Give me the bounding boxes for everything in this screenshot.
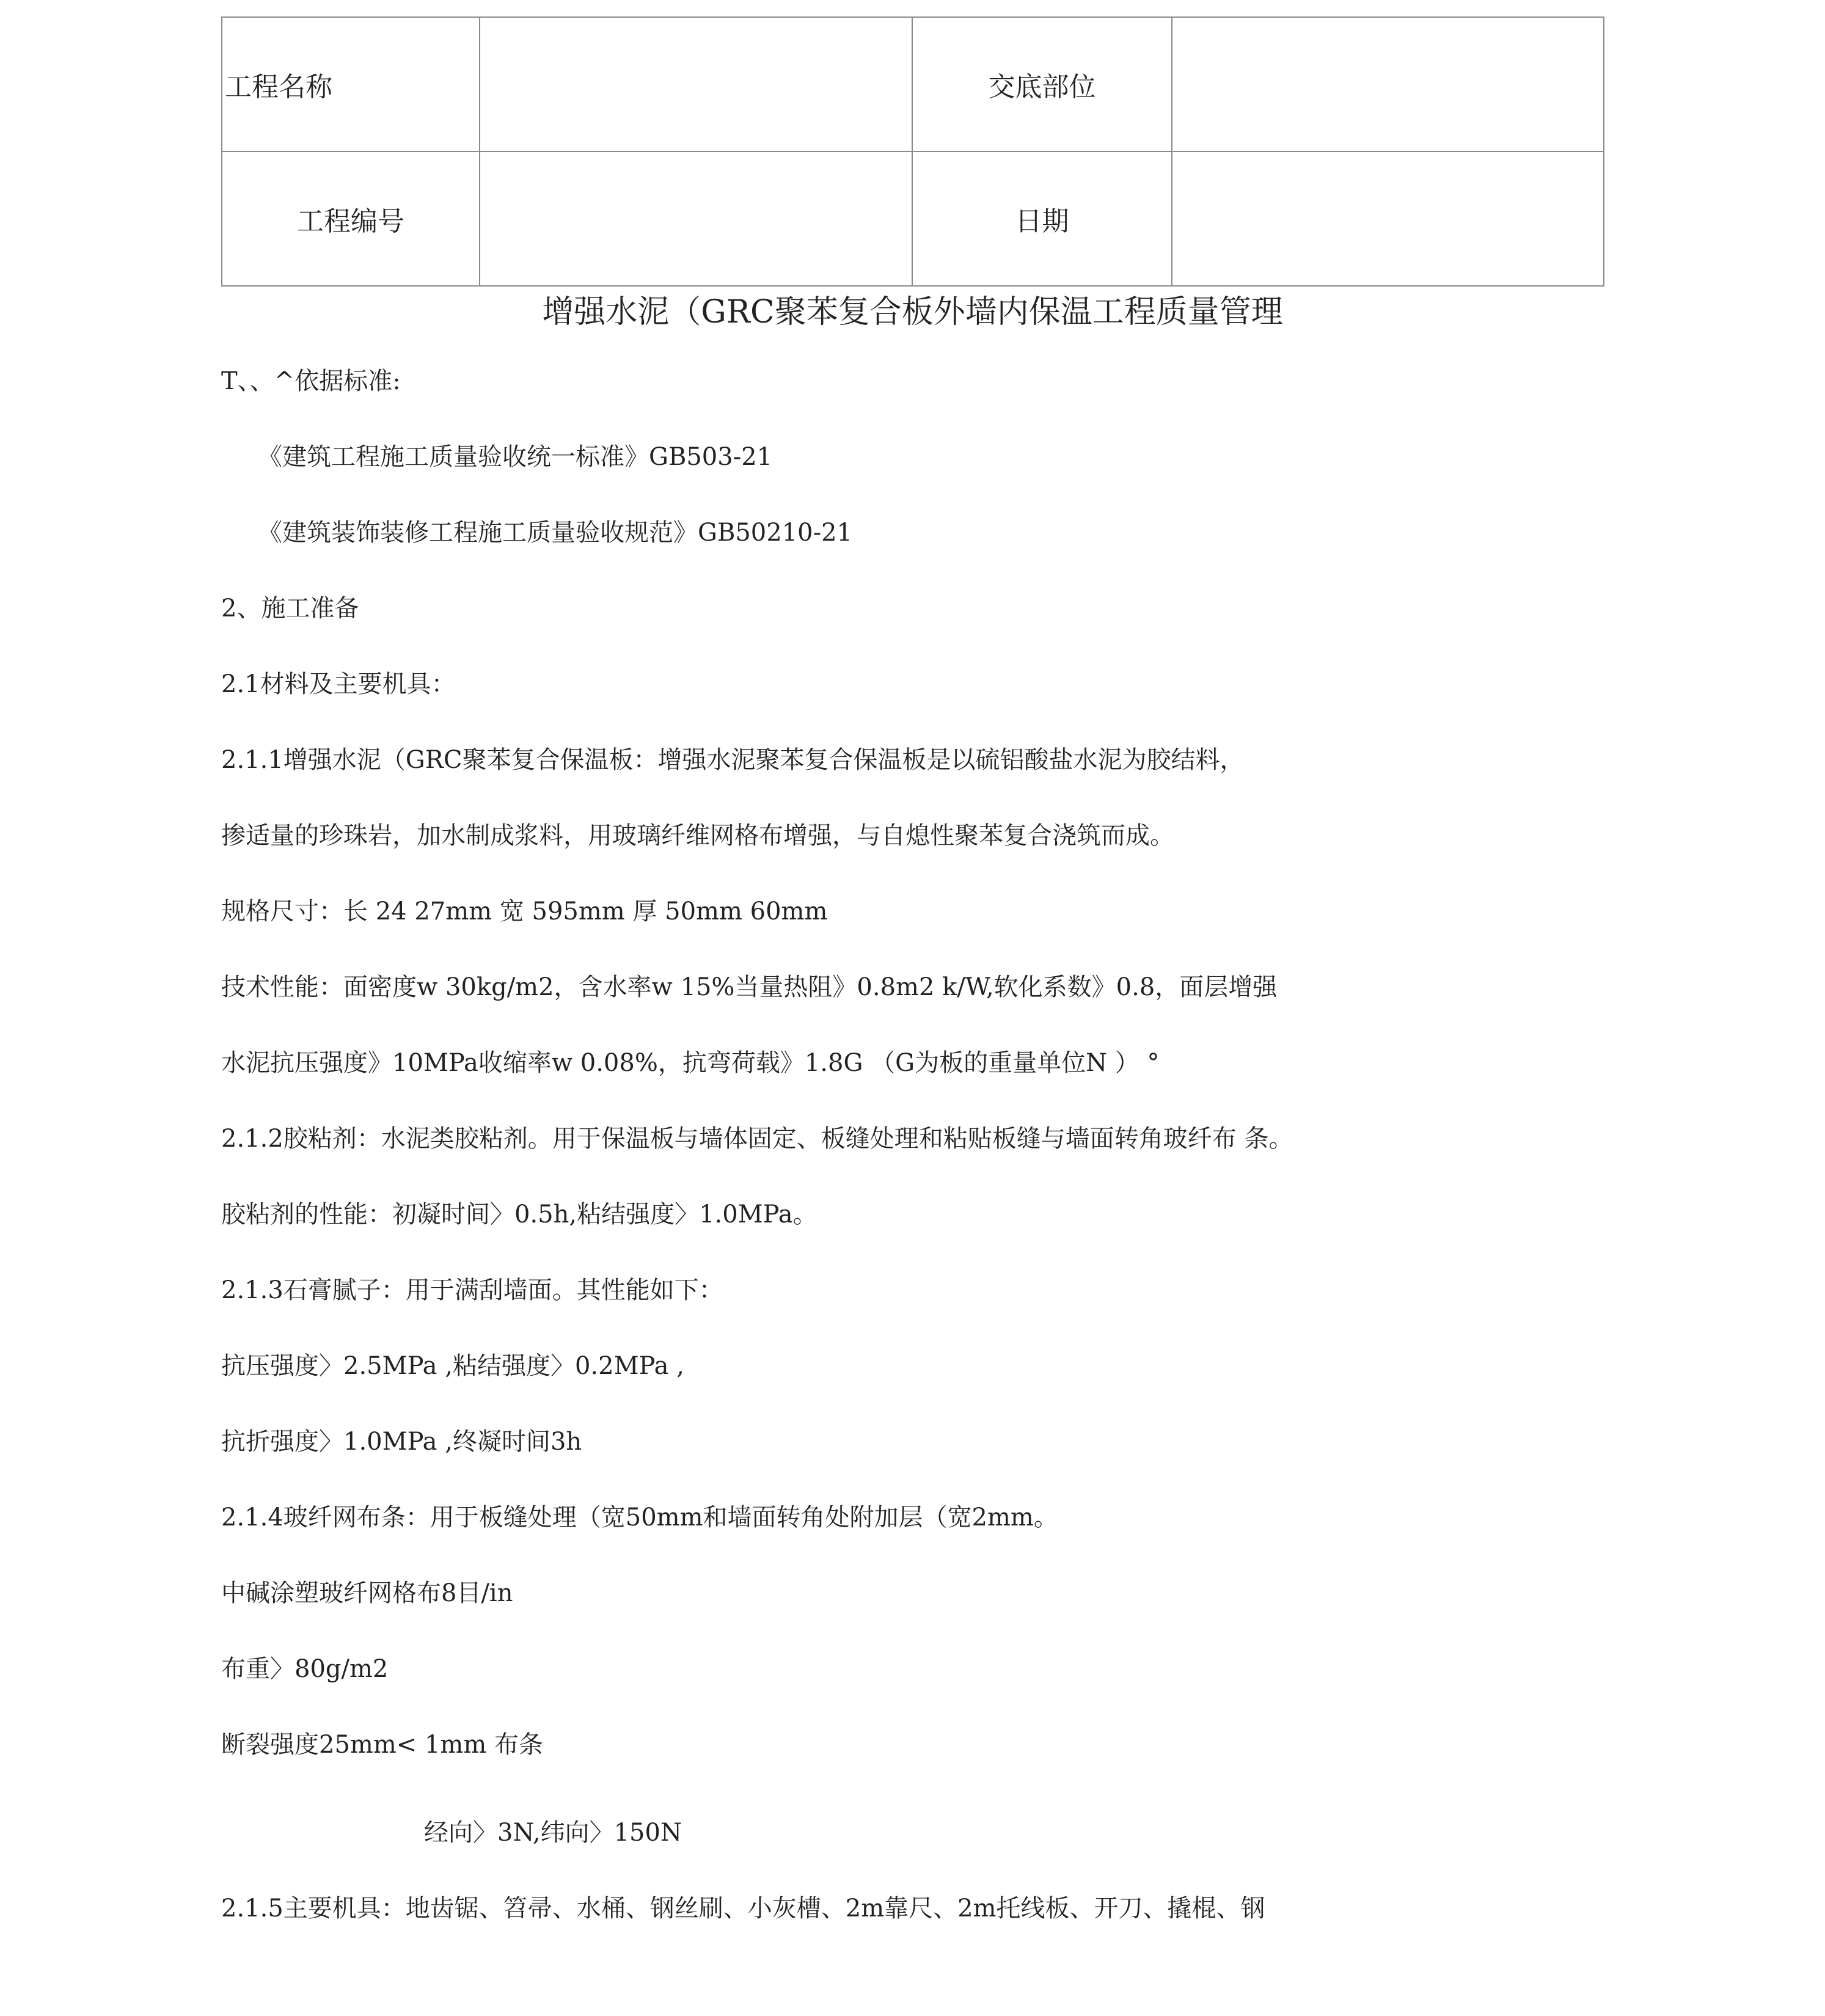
project-number-value[interactable] bbox=[480, 152, 912, 286]
table-row bbox=[222, 17, 1604, 152]
paragraph-line: 水泥抗压强度》10MPa收缩率w 0.08%，抗弯荷载》1.8G （G为板的重量单位N ） ° bbox=[221, 1049, 1160, 1077]
section-heading-standards: T、、^依据标准: bbox=[221, 367, 401, 395]
position-value[interactable] bbox=[1172, 17, 1604, 152]
project-name-value[interactable] bbox=[480, 17, 912, 152]
paragraph-line: 经向〉3N,纬向〉150N bbox=[424, 1819, 682, 1847]
subsection-heading: 2.1材料及主要机具： bbox=[221, 670, 456, 698]
document-title: 增强水泥（GRC聚苯复合板外墙内保温工程质量管理 bbox=[542, 294, 1283, 331]
paragraph-line: 中碱涂塑玻纤网格布8目/in bbox=[221, 1579, 513, 1607]
section-heading-preparation: 2、施工准备 bbox=[221, 594, 359, 623]
standard-item: 《建筑装饰装修工程施工质量验收规范》GB50210-21 bbox=[258, 519, 853, 547]
paragraph-line: 规格尺寸：长 24 27mm 宽 595mm 厚 50mm 60mm bbox=[221, 897, 828, 926]
project-info-table bbox=[221, 16, 1604, 287]
paragraph-line: 掺适量的珍珠岩，加水制成浆料，用玻璃纤维网格布增强，与自熄性聚苯复合浇筑而成。 bbox=[221, 822, 1174, 850]
paragraph-line: 断裂强度25mm< 1mm 布条 bbox=[221, 1731, 544, 1759]
standard-item: 《建筑工程施工质量验收统一标准》GB503-21 bbox=[258, 443, 773, 471]
position-label: 交底部位 bbox=[912, 17, 1172, 152]
paragraph-line: 抗压强度〉2.5MPa ,粘结强度〉0.2MPa , bbox=[221, 1352, 684, 1380]
paragraph-line: 技术性能：面密度w 30kg/m2，含水率w 15%当量热阻》0.8m2 k/W,软化系数》0.8，面层增强 bbox=[221, 973, 1278, 1001]
paragraph-line: 2.1.2胶粘剂：水泥类胶粘剂。用于保温板与墙体固定、板缝处理和粘贴板缝与墙面转角玻纤布 条。 bbox=[221, 1125, 1293, 1153]
paragraph-line: 2.1.4玻纤网布条：用于板缝处理（宽50mm和墙面转角处附加层（宽2mm。 bbox=[221, 1503, 1058, 1532]
paragraph-line: 2.1.3石膏腻子：用于满刮墙面。其性能如下： bbox=[221, 1276, 723, 1304]
paragraph-line: 布重〉80g/m2 bbox=[221, 1655, 389, 1683]
paragraph-line: 胶粘剂的性能：初凝时间〉0.5h,粘结强度〉1.0MPa。 bbox=[221, 1200, 817, 1229]
paragraph-line: 2.1.5主要机具：地齿锯、笤帚、水桶、钢丝刷、小灰槽、2m靠尺、2m托线板、开刀、撬棍、钢 bbox=[221, 1894, 1265, 1923]
date-label: 日期 bbox=[912, 152, 1172, 286]
paragraph-line: 2.1.1增强水泥（GRC聚苯复合保温板：增强水泥聚苯复合保温板是以硫铝酸盐水泥为胶结料， bbox=[221, 746, 1245, 774]
project-name-label: 工程名称 bbox=[222, 17, 480, 152]
project-number-label: 工程编号 bbox=[222, 152, 480, 286]
date-value[interactable] bbox=[1172, 152, 1604, 286]
table-row bbox=[222, 152, 1604, 286]
paragraph-line: 抗折强度〉1.0MPa ,终凝时间3h bbox=[221, 1428, 582, 1456]
